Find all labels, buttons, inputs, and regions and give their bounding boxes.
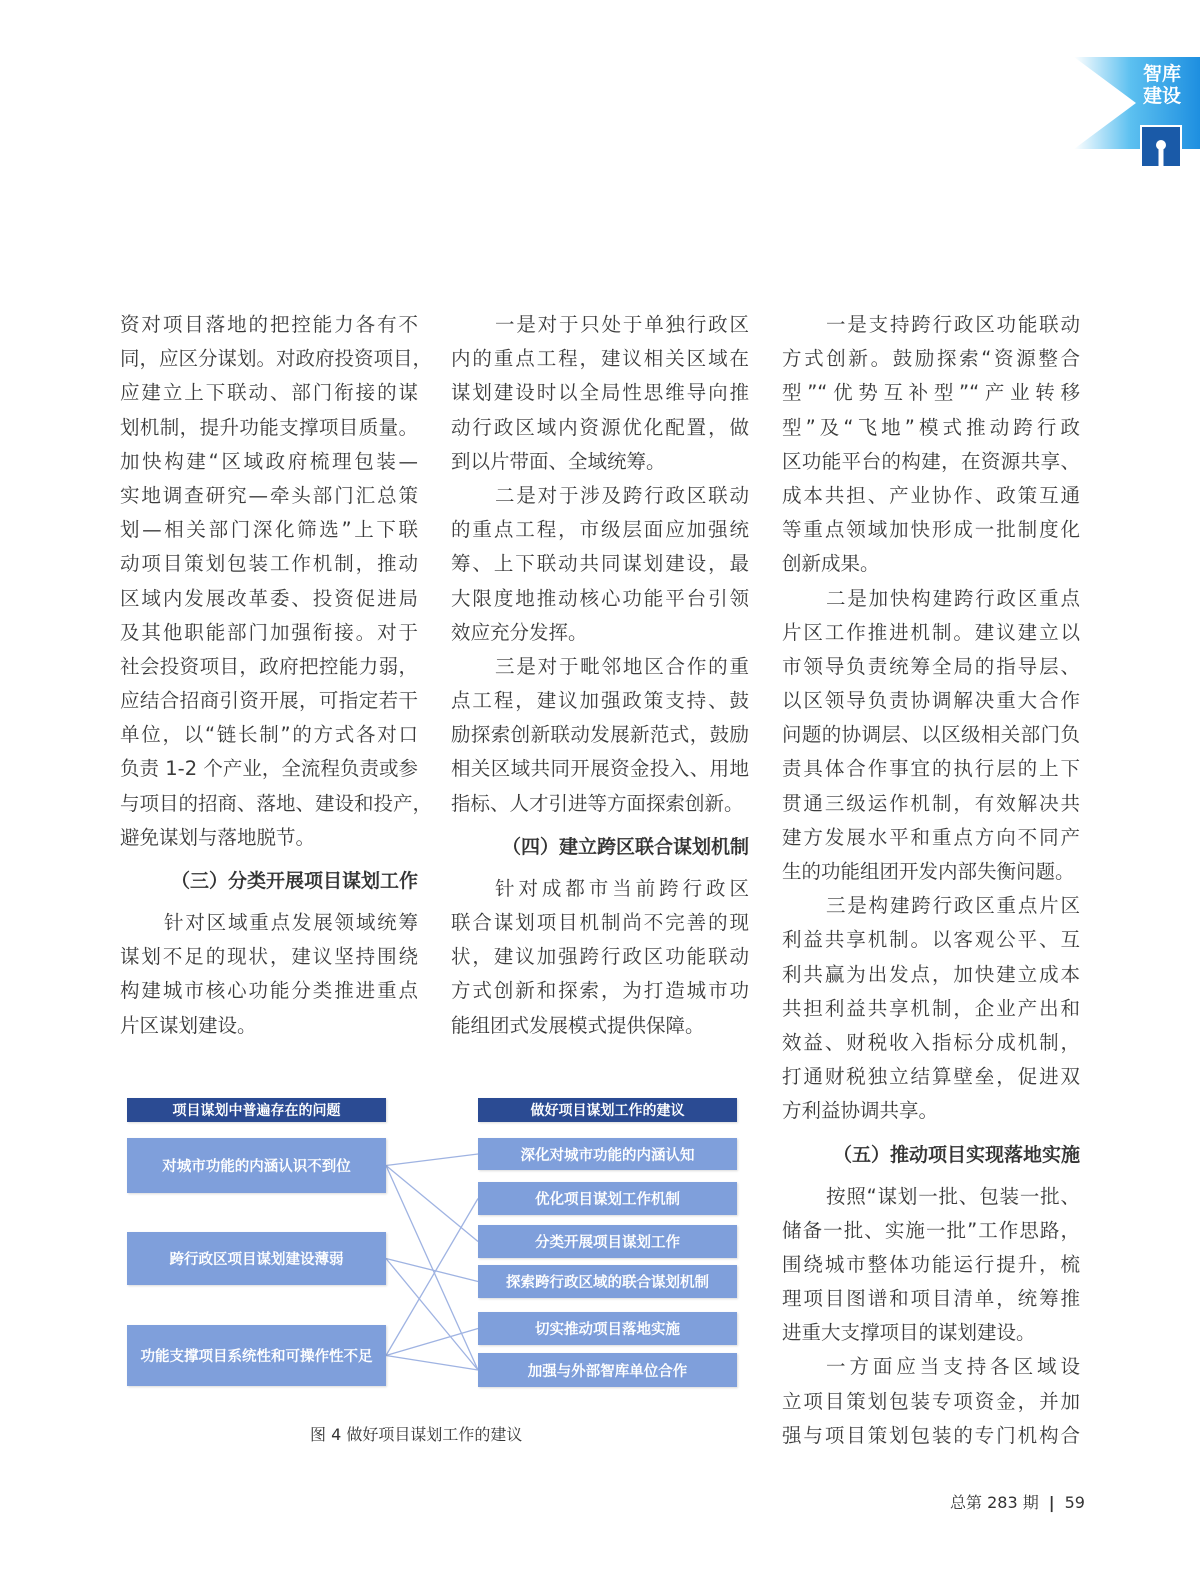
text-line: 一是支持跨行政区功能联动	[826, 313, 1080, 336]
problem-box: 功能支撑项目系统性和可操作性不足	[127, 1325, 386, 1386]
text-line: 谋划建设时以全局性思维导向推	[451, 381, 749, 405]
text-line: 相关区域共同开展资金投入、用地	[451, 757, 749, 781]
text-column-1	[120, 308, 433, 1043]
text-line: 一方面应当支持各区域设	[826, 1355, 1080, 1379]
text-line: 及其他职能部门加强衔接。对于	[120, 620, 418, 644]
text-line: 区域内发展改革委、投资促进局	[120, 586, 418, 610]
problems-header: 项目谋划中普遍存在的问题	[127, 1098, 386, 1122]
text-line: 问题的协调层、以区级相关部门负	[782, 723, 1080, 747]
text-line: 点工程，建议加强政策支持、鼓	[451, 689, 749, 713]
connector-line	[386, 1356, 478, 1371]
text-line: 加快构建“区域政府梳理包装—	[120, 449, 418, 473]
text-line: 单位，以“链长制”的方式各对口	[120, 723, 418, 747]
text-line: 应结合招商引资开展，可指定若干	[120, 689, 418, 713]
paragraph	[782, 582, 1080, 890]
text-line: 三是对于毗邻地区合作的重	[495, 654, 749, 678]
issue-number: 总第 283 期	[950, 1493, 1039, 1512]
text-line: 效益、财税收入指标分成机制，	[782, 1030, 1080, 1054]
text-line: 励探索创新联动发展新范式，鼓励	[451, 723, 749, 747]
text-line: 针对区域重点发展领域统筹	[164, 911, 418, 934]
connector-line	[386, 1166, 478, 1242]
text-line: 划机制，提升功能支撑项目质量。	[120, 415, 418, 439]
connector-line	[386, 1154, 478, 1166]
text-line: 构建城市核心功能分类推进重点	[120, 979, 418, 1003]
text-line: 方式创新。鼓励探索“资源整合	[782, 347, 1080, 371]
section-heading: （四）建立跨区联合谋划机制	[501, 835, 749, 858]
text-line: 针对成都市当前跨行政区	[495, 876, 749, 900]
text-line: 创新成果。	[782, 552, 880, 576]
text-line: 型”“优势互补型”“产业转移	[782, 381, 1080, 405]
keyhole-icon	[1140, 125, 1182, 168]
suggestion-box: 深化对城市功能的内涵认知	[478, 1138, 737, 1170]
text-line: 动行政区域内资源优化配置，做	[451, 415, 749, 439]
text-line: 责具体合作事宜的执行层的上下	[782, 757, 1080, 781]
paragraph	[451, 308, 749, 479]
suggestion-box: 探索跨行政区域的联合谋划机制	[478, 1265, 737, 1298]
text-line: 一是对于只处于单独行政区	[495, 313, 749, 336]
text-line: 按照“谋划一批、包装一批、	[826, 1184, 1080, 1208]
text-line: 的重点工程，市级层面应加强统	[451, 518, 749, 542]
paragraph	[120, 308, 433, 855]
text-line: 立项目策划包装专项资金，并加	[782, 1389, 1080, 1413]
text-line: 市领导负责统筹全局的指导层、	[782, 654, 1080, 678]
paragraph	[120, 906, 418, 1043]
text-line: 避免谋划与落地脱节。	[120, 825, 316, 849]
text-column-2	[451, 308, 749, 1043]
text-line: 围绕城市整体功能运行提升，梳	[782, 1252, 1080, 1276]
section-heading: （五）推动项目实现落地实施	[832, 1143, 1080, 1166]
text-line: 谋划不足的现状，建议坚持围绕	[120, 945, 418, 969]
text-line: 内的重点工程，建议相关区域在	[451, 347, 749, 371]
text-line: 同，应区分谋划。对政府投资项目，	[120, 347, 433, 371]
text-line: 联合谋划项目机制尚不完善的现	[451, 911, 749, 934]
text-line: 大限度地推动核心功能平台引领	[451, 586, 749, 610]
text-line: 负责 1-2 个产业，全流程负责或参	[120, 757, 418, 781]
suggestion-box: 优化项目谋划工作机制	[478, 1182, 737, 1215]
text-line: 二是对于涉及跨行政区联动	[495, 483, 749, 507]
figure-caption: 图 4 做好项目谋划工作的建议	[310, 1425, 523, 1444]
section-label	[1143, 63, 1187, 107]
text-line: 片区工作推进机制。建议建立以	[782, 620, 1080, 644]
page-number: 59	[1064, 1493, 1085, 1512]
text-line: 利共赢为出发点，加快建立成本	[782, 962, 1080, 986]
text-line: 应建立上下联动、部门衔接的谋	[120, 381, 418, 405]
problem-box: 跨行政区项目谋划建设薄弱	[127, 1232, 386, 1285]
section-label-line1: 智库	[1143, 63, 1182, 85]
paragraph	[451, 650, 749, 821]
text-line: 筹、上下联动共同谋划建设，最	[451, 552, 749, 576]
text-line: 指标、人才引进等方面探索创新。	[451, 791, 744, 815]
text-line: 资对项目落地的把控能力各有不	[120, 313, 418, 336]
connector-line	[386, 1259, 478, 1282]
connector-line	[386, 1199, 478, 1356]
text-line: 社会投资项目，政府把控能力弱，	[120, 654, 418, 678]
text-line: 利益共享机制。以客观公平、互	[782, 928, 1080, 952]
paragraph	[451, 872, 749, 1043]
paragraph	[782, 1350, 1080, 1453]
suggestion-box: 切实推动项目落地实施	[478, 1312, 737, 1345]
text-line: 方利益协调共享。	[782, 1099, 939, 1123]
text-line: 能组团式发展模式提供保障。	[451, 1013, 705, 1037]
paragraph	[782, 308, 1080, 582]
text-line: 方式创新和探索，为打造城市功	[451, 979, 749, 1003]
paragraph	[782, 1180, 1080, 1351]
text-line: 强与项目策划包装的专门机构合	[782, 1423, 1080, 1447]
footer-separator: |	[1048, 1493, 1055, 1512]
connector-line	[386, 1329, 478, 1356]
text-line: 状，建议加强跨行政区功能联动	[451, 945, 749, 969]
text-line: 动项目策划包装工作机制，推动	[120, 552, 418, 576]
problem-box: 对城市功能的内涵认识不到位	[127, 1138, 386, 1193]
page-footer	[950, 1490, 1085, 1513]
text-line: 建方发展水平和重点方向不同产	[782, 825, 1080, 849]
text-line: 打通财税独立结算壁垒，促进双	[782, 1065, 1080, 1089]
text-line: 成本共担、产业协作、政策互通	[782, 483, 1080, 507]
section-heading: （三）分类开展项目谋划工作	[170, 870, 418, 892]
suggestion-box: 分类开展项目谋划工作	[478, 1225, 737, 1258]
text-line: 进重大支撑项目的谋划建设。	[782, 1321, 1036, 1345]
text-line: 以区领导负责协调解决重大合作	[782, 689, 1080, 713]
text-line: 片区谋划建设。	[120, 1013, 257, 1037]
text-line: 到以片带面、全域统筹。	[451, 449, 666, 473]
text-line: 等重点领域加快形成一批制度化	[782, 518, 1080, 542]
paragraph	[451, 479, 749, 650]
suggestion-box: 加强与外部智库单位合作	[478, 1353, 737, 1387]
text-line: 理项目图谱和项目清单，统筹推	[782, 1287, 1080, 1311]
text-line: 效应充分发挥。	[451, 620, 588, 644]
suggestions-header: 做好项目谋划工作的建议	[478, 1098, 737, 1122]
connector-line	[386, 1166, 478, 1371]
text-column-3	[782, 308, 1080, 1453]
text-line: 生的功能组团开发内部失衡问题。	[782, 860, 1075, 883]
connector-line	[386, 1259, 478, 1371]
text-line: 共担利益共享机制，企业产出和	[782, 996, 1080, 1020]
text-line: 与项目的招商、落地、建设和投产，	[120, 791, 433, 815]
text-line: 实地调查研究—牵头部门汇总策	[120, 483, 418, 507]
text-line: 区功能平台的构建，在资源共享、	[782, 449, 1080, 473]
paragraph	[782, 889, 1080, 1128]
text-line: 贯通三级运作机制，有效解决共	[782, 791, 1080, 815]
section-label-line2: 建设	[1143, 85, 1182, 107]
text-line: 划—相关部门深化筛选”上下联	[120, 518, 418, 542]
text-line: 二是加快构建跨行政区重点	[826, 586, 1080, 610]
text-line: 三是构建跨行政区重点片区	[826, 894, 1080, 918]
text-line: 储备一批、实施一批”工作思路，	[782, 1218, 1080, 1242]
text-line: 型”及“飞地”模式推动跨行政	[782, 415, 1080, 439]
